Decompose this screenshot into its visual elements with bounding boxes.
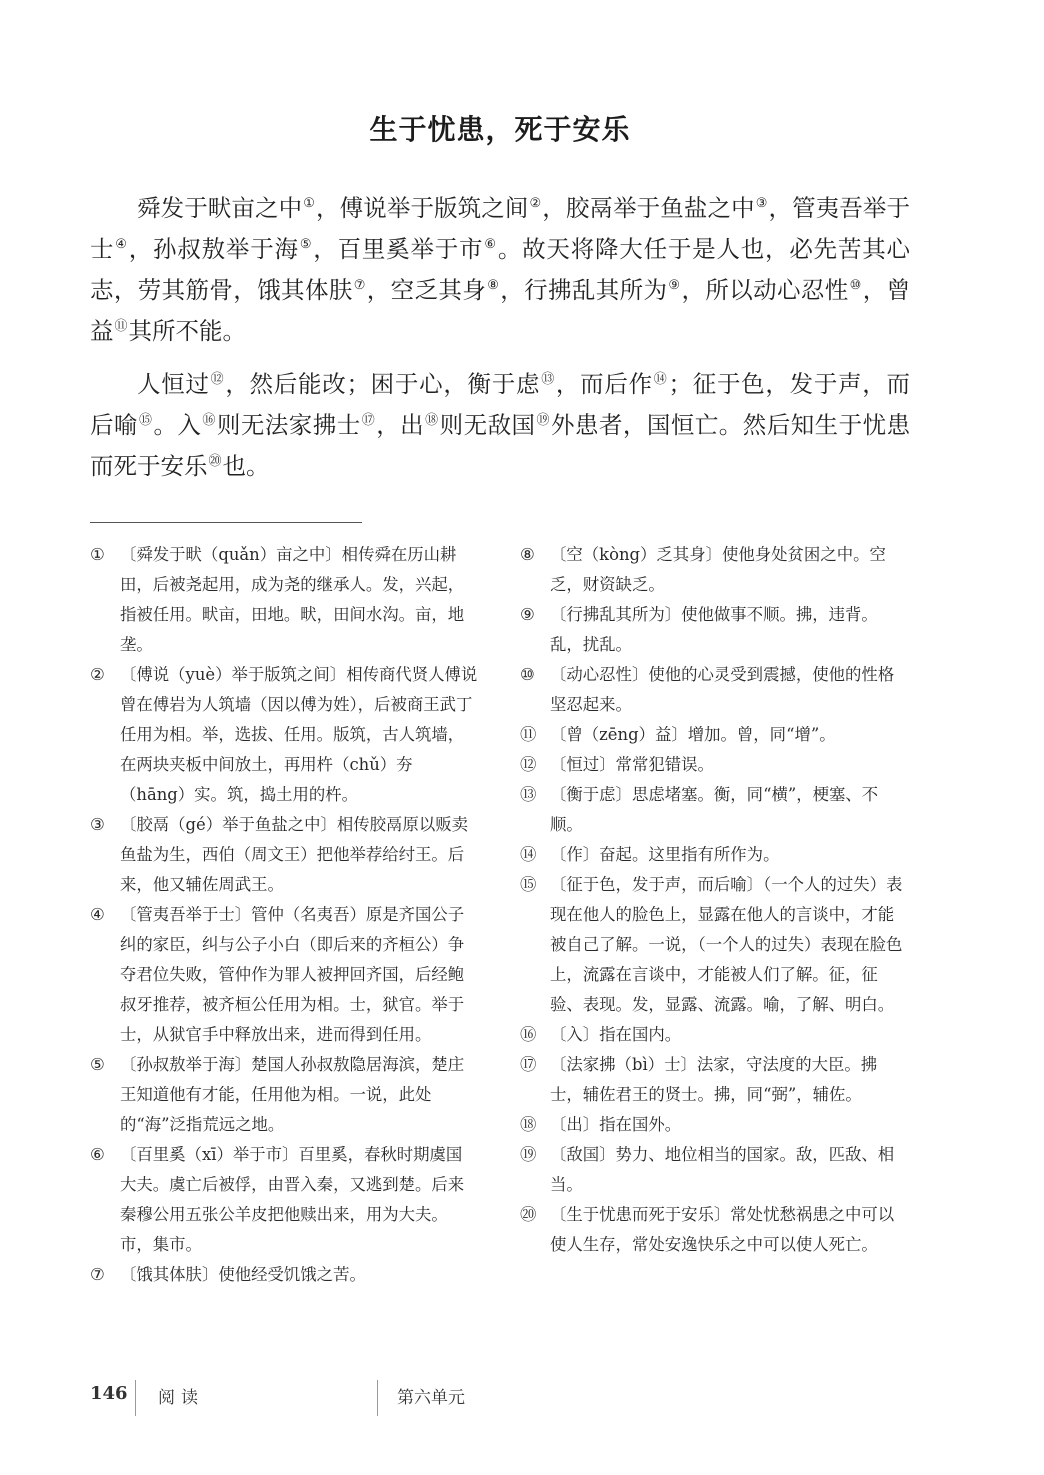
footnote-number: ②: [90, 665, 105, 684]
footnote-marker: ③: [755, 196, 768, 211]
footnote-marker: ④: [115, 237, 128, 252]
paragraph-text: 外患者，国恒亡。然后知生于忧患而死于安乐: [90, 411, 911, 480]
footnote-text: 〔空（kòng）乏其身〕使他身处贫困之中。空乏，财资缺乏。: [550, 545, 886, 594]
footnote-number: ⑨: [520, 605, 535, 624]
footnote-marker: ⑲: [536, 413, 550, 428]
footnote-number: ⑪: [520, 725, 537, 744]
footnote-text: 〔行拂乱其所为〕使他做事不顺。拂，违背。乱，扰乱。: [550, 605, 878, 654]
paragraph-text: ，管夷吾举于士: [90, 194, 911, 263]
paragraph-text: ；征于色，发于声，而后喻: [90, 370, 910, 439]
footnote: [520, 540, 908, 600]
footnote-number: ⑳: [520, 1205, 537, 1224]
footnote-marker: ⑱: [425, 413, 439, 428]
paragraph-text: ，行拂乱其所为: [500, 276, 668, 304]
footer-divider: [135, 1380, 136, 1416]
footnote-marker: ⑬: [541, 372, 555, 387]
footnote-number: ⑥: [90, 1145, 105, 1164]
paragraph-text: ，百里奚举于市: [313, 235, 484, 263]
footnote: [520, 720, 908, 750]
paragraph-text: ，傅说举于版筑之间: [316, 194, 529, 222]
footnote-number: ④: [90, 905, 105, 924]
footnote-number: ③: [90, 815, 105, 834]
footnote-text: 〔饿其体肤〕使他经受饥饿之苦。: [120, 1265, 366, 1284]
footnote: [90, 660, 478, 810]
footnote-text: 〔出〕指在国外。: [550, 1115, 682, 1134]
footnote-marker: ⑳: [208, 454, 222, 469]
paragraph: [90, 188, 910, 352]
footnote-number: ⑲: [520, 1145, 537, 1164]
footnote-number: ⑦: [90, 1265, 105, 1284]
footnote-marker: ⑯: [202, 413, 216, 428]
footnote-marker: ⑨: [668, 278, 681, 293]
footnote: [520, 870, 908, 1020]
footnote-marker: ⑮: [138, 413, 153, 428]
main-text: [90, 188, 910, 499]
footnote-text: 〔敌国〕势力、地位相当的国家。敌，匹敌、相当。: [550, 1145, 895, 1194]
footnotes-right-column: [520, 540, 908, 1260]
footnote-number: ⑩: [520, 665, 535, 684]
footnote: [520, 1020, 908, 1050]
footnote-divider: [90, 522, 362, 523]
footnote-marker: ②: [529, 196, 542, 211]
footnote: [520, 840, 908, 870]
footnote-marker: ⑩: [849, 278, 862, 293]
footnote-text: 〔入〕指在国内。: [550, 1025, 682, 1044]
footnote-text: 〔管夷吾举于士〕管仲（名夷吾）原是齐国公子纠的家臣，纠与公子小白（即后来的齐桓公）争夺君位失败，管仲作为罪人被押回齐国，后经鲍叔牙推荐，被齐桓公任用为相。士，狱官。举于士，从狱官手中释放出来，进而得到任用。: [120, 905, 465, 1044]
unit-label: 第六单元: [397, 1388, 465, 1408]
footnotes-left-column: [90, 540, 478, 1290]
paragraph: [90, 364, 910, 487]
footnote: [520, 1110, 908, 1140]
footnote-number: ⑭: [520, 845, 537, 864]
paragraph-text: 也。: [222, 452, 270, 480]
footnote: [520, 600, 908, 660]
paragraph-text: ，而后作: [555, 370, 653, 398]
footnote-text: 〔恒过〕常常犯错误。: [550, 755, 714, 774]
footnote-marker: ⑤: [299, 237, 313, 252]
paragraph-text: 人恒过: [137, 370, 210, 398]
footnote-number: ⑰: [520, 1055, 537, 1074]
paragraph-text: 其所不能。: [128, 317, 247, 345]
footnote: [520, 1200, 908, 1260]
paragraph-text: 则无敌国: [439, 411, 536, 439]
footnote-text: 〔生于忧患而死于安乐〕常处忧愁祸患之中可以使人生存，常处安逸快乐之中可以使人死亡。: [550, 1205, 895, 1254]
footnote-text: 〔征于色，发于声，而后喻〕（一个人的过失）表现在他人的脸色上，显露在他人的言谈中，才能被自己了解。一说，（一个人的过失）表现在脸色上，流露在言谈中，才能被人们了解。征，征验、表现。发，显露、流露。喻，了解、明白。: [550, 875, 903, 1014]
footnote-text: 〔胶鬲（gé）举于鱼盐之中〕相传胶鬲原以贩卖鱼盐为生，西伯（周文王）把他举荐给纣王。后来，他又辅佐周武王。: [120, 815, 469, 894]
paragraph-text: ，空乏其身: [366, 276, 487, 304]
footnote: [520, 1140, 908, 1200]
footnote-marker: ⑧: [487, 278, 500, 293]
footnote-text: 〔傅说（yuè）举于版筑之间〕相传商代贤人傅说曾在傅岩为人筑墙（因以傅为姓），后被商王武丁任用为相。举，选拔、任用。版筑，古人筑墙，在两块夹板中间放土，再用杵（chǔ）夯（hāng）实。筑，捣土用的杵。: [120, 665, 478, 804]
footer-divider: [377, 1380, 378, 1416]
footnote-number: ⑱: [520, 1115, 537, 1134]
footnote-text: 〔动心忍性〕使他的心灵受到震撼，使他的性格坚忍起来。: [550, 665, 895, 714]
footnote-marker: ①: [303, 196, 316, 211]
footnote-text: 〔舜发于畎（quǎn）亩之中〕相传舜在历山耕田，后被尧起用，成为尧的继承人。发，兴起，指被任用。畎亩，田地。畎，田间水沟。亩，地垄。: [120, 545, 465, 654]
footnote-marker: ⑫: [210, 372, 225, 387]
footnote-number: ⑧: [520, 545, 535, 564]
footnote-number: ①: [90, 545, 105, 564]
footnote: [520, 780, 908, 840]
footnote: [90, 900, 478, 1050]
footnote-marker: ⑪: [114, 319, 128, 334]
paragraph-text: ，然后能改；困于心，衡于虑: [225, 370, 541, 398]
footnote: [520, 750, 908, 780]
footnote-marker: ⑦: [353, 278, 366, 293]
footnote-text: 〔孙叔敖举于海〕楚国人孙叔敖隐居海滨，楚庄王知道他有才能，任用他为相。一说，此处的“海”泛指荒远之地。: [120, 1055, 465, 1134]
footnote-number: ⑫: [520, 755, 537, 774]
footnote-marker: ⑭: [653, 372, 668, 387]
footnote-number: ⑬: [520, 785, 537, 804]
paragraph-text: 。故天将降大任于是人也，必先苦其心志，劳其筋骨，饿其体肤: [90, 235, 911, 304]
page-number: 146: [90, 1383, 128, 1404]
footnote-text: 〔百里奚（xī）举于市〕百里奚，春秋时期虞国大夫。虞亡后被俘，由晋入秦，又逃到楚。后来秦穆公用五张公羊皮把他赎出来，用为大夫。市，集市。: [120, 1145, 465, 1254]
footnote-marker: ⑥: [484, 237, 497, 252]
footnote-number: ⑤: [90, 1055, 105, 1074]
paragraph-text: ，孙叔敖举于海: [128, 235, 299, 263]
footnote-number: ⑮: [520, 875, 537, 894]
footnote-text: 〔法家拂（bì）士〕法家，守法度的大臣。拂士，辅佐君王的贤士。拂，同“弼”，辅佐。: [550, 1055, 878, 1104]
paragraph-text: ，出: [376, 411, 425, 439]
paragraph-text: ，胶鬲举于鱼盐之中: [542, 194, 755, 222]
footnote: [90, 1140, 478, 1260]
footnote: [520, 660, 908, 720]
footnote-number: ⑯: [520, 1025, 537, 1044]
paragraph-text: 。入: [153, 411, 202, 439]
footnote-text: 〔曾（zēng）益〕增加。曾，同“增”。: [550, 725, 836, 744]
footnote-marker: ⑰: [361, 413, 376, 428]
footnote: [520, 1050, 908, 1110]
footnote: [90, 1260, 478, 1290]
footnote-text: 〔作〕奋起。这里指有所作为。: [550, 845, 780, 864]
footnote-text: 〔衡于虑〕思虑堵塞。衡，同“横”，梗塞、不顺。: [550, 785, 879, 834]
footnote: [90, 810, 478, 900]
paragraph-text: ，曾益: [90, 276, 911, 345]
paragraph-text: 则无法家拂士: [216, 411, 361, 439]
paragraph-text: ，所以动心忍性: [681, 276, 849, 304]
page-title: 生于忧患，死于安乐: [369, 113, 631, 146]
footnote: [90, 1050, 478, 1140]
section-label: 阅读: [158, 1388, 204, 1408]
paragraph-text: 舜发于畎亩之中: [137, 194, 303, 222]
footnote: [90, 540, 478, 660]
